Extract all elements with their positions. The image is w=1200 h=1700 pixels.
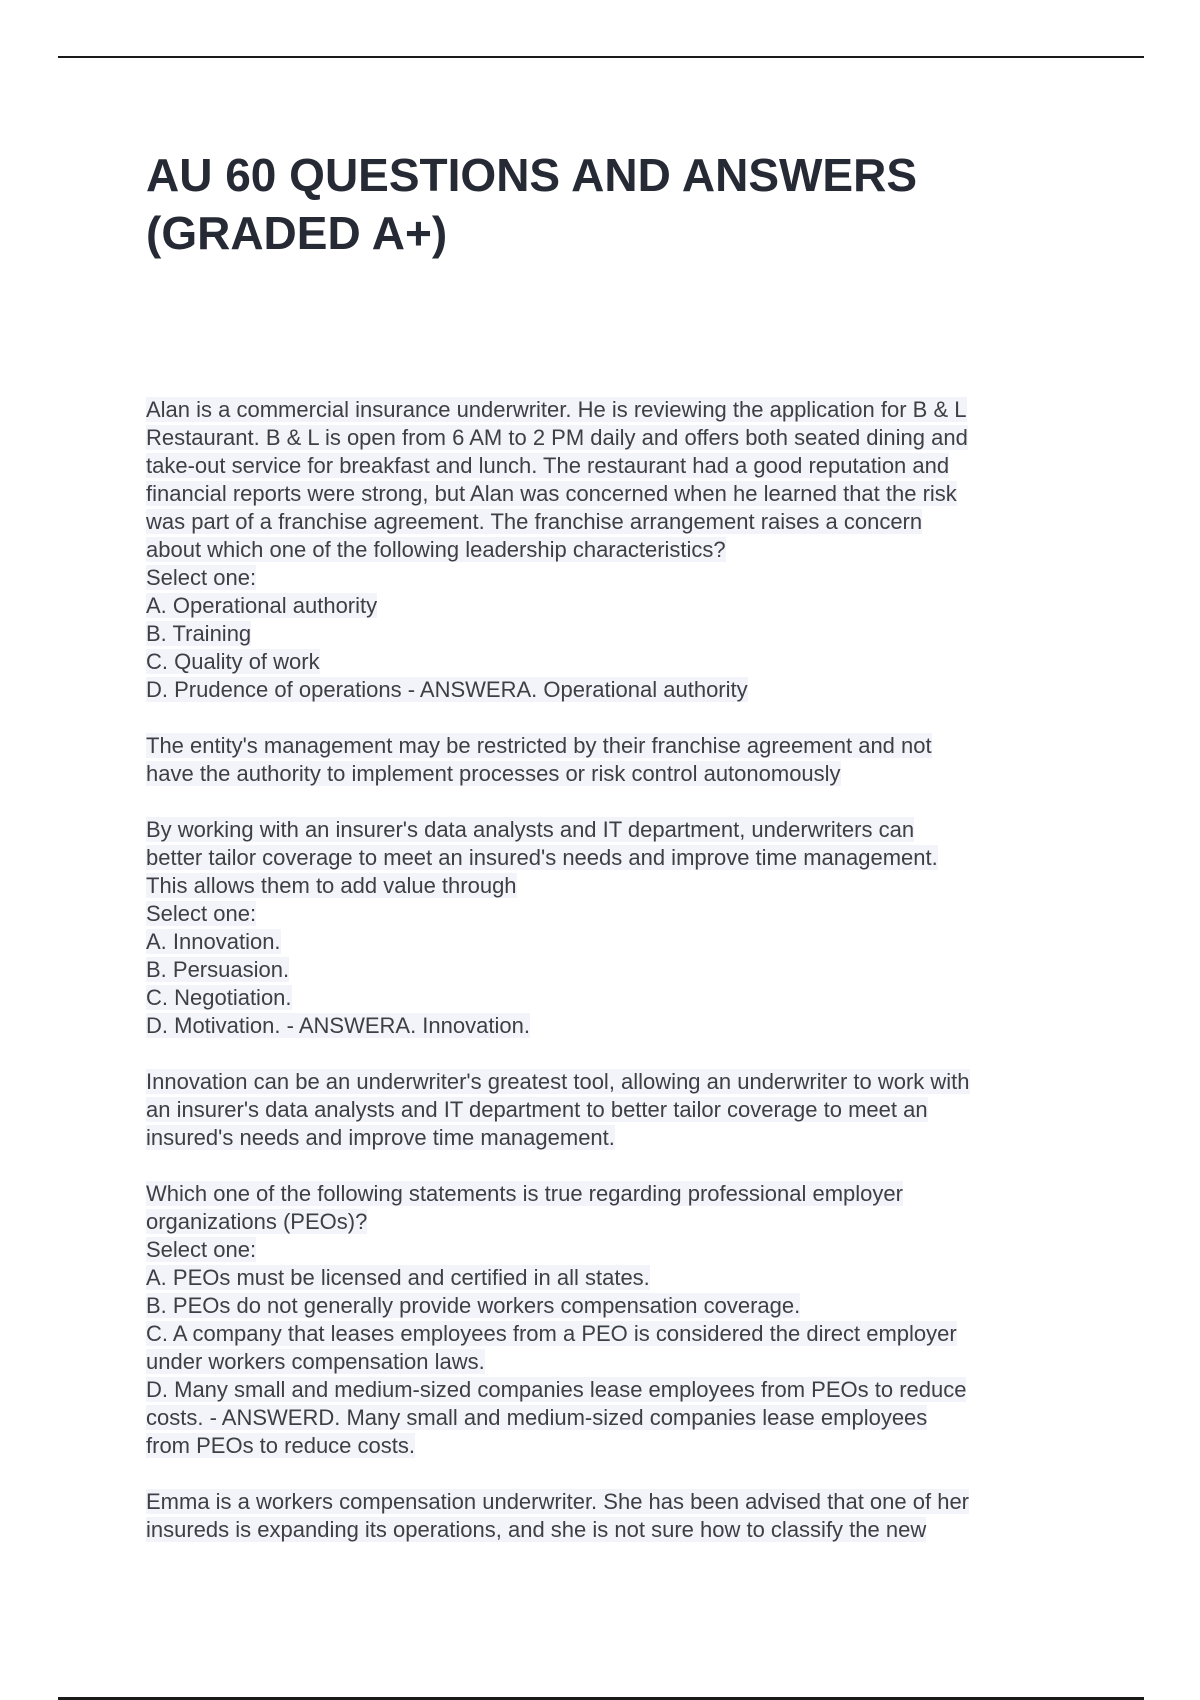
- text-line: [146, 1488, 1066, 1516]
- text-line-content: A. PEOs must be licensed and certified in all states.: [146, 1265, 650, 1290]
- text-line-content: B. Training: [146, 621, 252, 646]
- text-line-content: have the authority to implement processes or risk control autonomously: [146, 761, 841, 786]
- text-line-content: The entity's management may be restricted by their franchise agreement and not: [146, 733, 932, 758]
- text-line-content: Select one:: [146, 565, 257, 590]
- text-line-content: Which one of the following statements is true regarding professional employer: [146, 1181, 903, 1206]
- text-line: [146, 1236, 1066, 1264]
- text-line: [146, 1432, 1066, 1460]
- text-line-content: D. Many small and medium-sized companies lease employees from PEOs to reduce: [146, 1377, 967, 1402]
- text-line-content: C. Negotiation.: [146, 985, 292, 1010]
- text-line: [146, 872, 1066, 900]
- text-line-content: insured's needs and improve time management.: [146, 1125, 615, 1150]
- text-line: [146, 1012, 1066, 1040]
- text-line-content: take-out service for breakfast and lunch. The restaurant had a good reputation and: [146, 453, 950, 478]
- text-line-content: Alan is a commercial insurance underwriter. He is reviewing the application for B & L: [146, 397, 967, 422]
- text-line-content: was part of a franchise agreement. The franchise arrangement raises a concern: [146, 509, 923, 534]
- paragraph-gap: [146, 1460, 1066, 1488]
- text-line: [146, 928, 1066, 956]
- text-line-content: A. Innovation.: [146, 929, 281, 954]
- paragraph-gap: [146, 1040, 1066, 1068]
- paragraph-gap: [146, 704, 1066, 732]
- text-line-content: By working with an insurer's data analysts and IT department, underwriters can: [146, 817, 915, 842]
- text-line-content: Select one:: [146, 1237, 257, 1262]
- text-line-content: under workers compensation laws.: [146, 1349, 485, 1374]
- text-line-content: D. Motivation. - ANSWERA. Innovation.: [146, 1013, 530, 1038]
- document-title: [146, 146, 1106, 262]
- text-line: [146, 1124, 1066, 1152]
- text-line-content: A. Operational authority: [146, 593, 378, 618]
- text-line: [146, 900, 1066, 928]
- document-body: [146, 396, 1066, 1544]
- text-line: [146, 1068, 1066, 1096]
- text-line: [146, 984, 1066, 1012]
- paragraph-gap: [146, 788, 1066, 816]
- text-line-content: D. Prudence of operations - ANSWERA. Operational authority: [146, 677, 748, 702]
- text-line-content: insureds is expanding its operations, and she is not sure how to classify the new: [146, 1517, 927, 1542]
- text-line-content: costs. - ANSWERD. Many small and medium-sized companies lease employees: [146, 1405, 928, 1430]
- text-line-content: better tailor coverage to meet an insured's needs and improve time management.: [146, 845, 938, 870]
- text-line: [146, 676, 1066, 704]
- text-line: [146, 452, 1066, 480]
- title-line: (GRADED A+): [146, 207, 448, 259]
- text-line-content: organizations (PEOs)?: [146, 1209, 368, 1234]
- text-line: [146, 508, 1066, 536]
- text-line-content: an insurer's data analysts and IT department to better tailor coverage to meet an: [146, 1097, 928, 1122]
- text-line: [146, 732, 1066, 760]
- text-line: [146, 1348, 1066, 1376]
- text-line-content: Restaurant. B & L is open from 6 AM to 2 PM daily and offers both seated dining and: [146, 425, 968, 450]
- text-line: [146, 1404, 1066, 1432]
- text-line-content: about which one of the following leadership characteristics?: [146, 537, 726, 562]
- text-line: [146, 1180, 1066, 1208]
- paragraph: [146, 816, 1066, 1040]
- text-line-content: B. PEOs do not generally provide workers compensation coverage.: [146, 1293, 801, 1318]
- text-line: [146, 396, 1066, 424]
- text-line: [146, 1516, 1066, 1544]
- title-line: AU 60 QUESTIONS AND ANSWERS: [146, 149, 918, 201]
- text-line-content: B. Persuasion.: [146, 957, 290, 982]
- text-line: [146, 648, 1066, 676]
- top-rule: [58, 56, 1144, 58]
- text-line: [146, 816, 1066, 844]
- text-line: [146, 480, 1066, 508]
- text-line-content: C. A company that leases employees from a PEO is considered the direct employer: [146, 1321, 957, 1346]
- text-line: [146, 620, 1066, 648]
- text-line: [146, 424, 1066, 452]
- text-line-content: Innovation can be an underwriter's greatest tool, allowing an underwriter to work with: [146, 1069, 970, 1094]
- text-line-content: from PEOs to reduce costs.: [146, 1433, 415, 1458]
- text-line: [146, 1264, 1066, 1292]
- text-line-content: Select one:: [146, 901, 257, 926]
- text-line: [146, 956, 1066, 984]
- text-line-content: Emma is a workers compensation underwriter. She has been advised that one of her: [146, 1489, 970, 1514]
- paragraph: [146, 1180, 1066, 1460]
- text-line: [146, 536, 1066, 564]
- text-line-content: This allows them to add value through: [146, 873, 517, 898]
- text-line: [146, 844, 1066, 872]
- text-line: [146, 592, 1066, 620]
- text-line: [146, 1320, 1066, 1348]
- text-line: [146, 1292, 1066, 1320]
- text-line: [146, 1208, 1066, 1236]
- paragraph: [146, 1068, 1066, 1152]
- paragraph-gap: [146, 1152, 1066, 1180]
- paragraph: [146, 396, 1066, 704]
- text-line: [146, 760, 1066, 788]
- text-line: [146, 564, 1066, 592]
- text-line: [146, 1376, 1066, 1404]
- text-line: [146, 1096, 1066, 1124]
- text-line-content: financial reports were strong, but Alan was concerned when he learned that the risk: [146, 481, 957, 506]
- paragraph: [146, 1488, 1066, 1544]
- text-line-content: C. Quality of work: [146, 649, 320, 674]
- paragraph: [146, 732, 1066, 788]
